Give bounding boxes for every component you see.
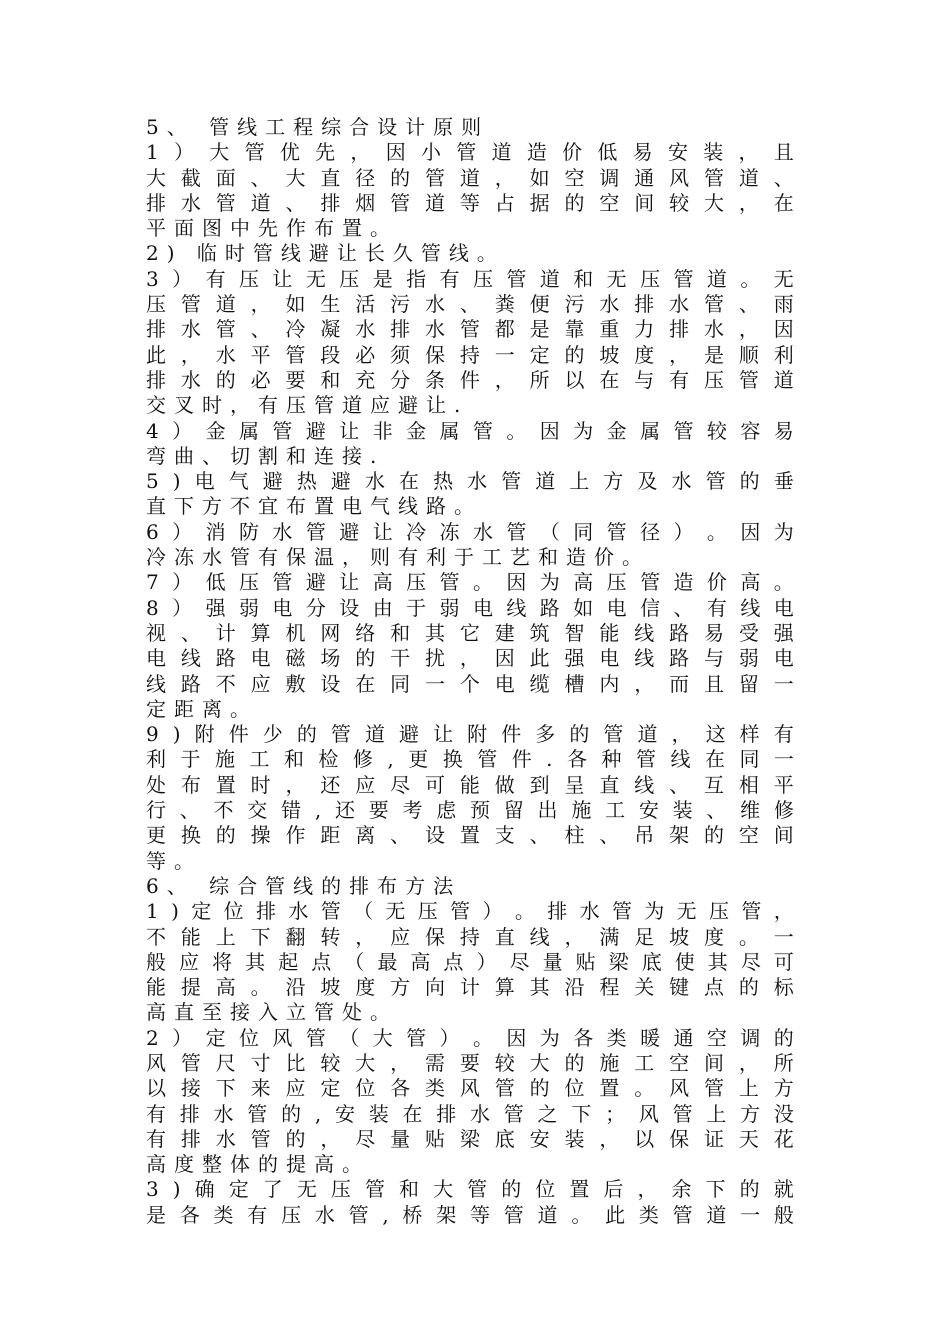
text-line: 排 水 管 道 、 排 烟 管 道 等 占 据 的 空 间 较 大 ， 在 xyxy=(146,190,794,215)
text-line: 直下方不宜布置电气线路。 xyxy=(146,494,482,519)
text-line: 风 管 尺 寸 比 较 大 ， 需 要 较 大 的 施 工 空 间 ， 所 xyxy=(146,1050,794,1075)
text-line: 大 截 面 、 大 直 径 的 管 道 ， 如 空 调 通 风 管 道 、 xyxy=(146,165,794,190)
text-line: 高直至接入立管处。 xyxy=(146,1000,398,1025)
text-line: 等。 xyxy=(146,848,202,873)
text-line: 行 、 不 交 错 , 还 要 考 虑 预 留 出 施 工 安 装 、 维 修 xyxy=(146,798,794,823)
text-line: 1 ) 定 位 排 水 管 （ 无 压 管 ） 。 排 水 管 为 无 压 管 ， xyxy=(146,899,794,924)
text-line: 冷冻水管有保温，则有利于工艺和造价。 xyxy=(146,545,650,570)
text-line: 高度整体的提高。 xyxy=(146,1152,370,1177)
text-line: 定距离。 xyxy=(146,696,258,721)
text-line: 9 ) 附 件 少 的 管 道 避 让 附 件 多 的 管 道 ， 这 样 有 xyxy=(146,722,794,747)
text-line: 是 各 类 有 压 水 管 , 桥 架 等 管 道 。 此 类 管 道 一 般 xyxy=(146,1202,794,1227)
text-line: 更 换 的 操 作 距 离 、 设 置 支 、 柱 、 吊 架 的 空 间 xyxy=(146,823,794,848)
text-line: 弯曲、切割和连接. xyxy=(146,443,385,468)
text-line: 2) 临时管线避让长久管线。 xyxy=(146,241,505,266)
text-line: 般 应 将 其 起 点 （ 最 高 点 ） 尽 量 贴 梁 底 使 其 尽 可 xyxy=(146,949,794,974)
text-line: 3 ) 确 定 了 无 压 管 和 大 管 的 位 置 后 ， 余 下 的 就 xyxy=(146,1177,794,1202)
text-line: 1 ） 大 管 优 先 ， 因 小 管 道 造 价 低 易 安 装 ， 且 xyxy=(146,140,794,165)
text-line: 排 水 管 、 冷 凝 水 排 水 管 都 是 靠 重 力 排 水 ， 因 xyxy=(146,317,794,342)
text-line: 6、 综合管线的排布方法 xyxy=(146,873,462,898)
text-line: 处 布 置 时 ， 还 应 尽 可 能 做 到 呈 直 线 、 互 相 平 xyxy=(146,772,794,797)
text-line: 7 ） 低 压 管 避 让 高 压 管 。 因 为 高 压 管 造 价 高 。 xyxy=(146,570,794,595)
text-line: 3 ） 有 压 让 无 压 是 指 有 压 管 道 和 无 压 管 道 。 无 xyxy=(146,266,794,291)
text-line: 此 ， 水 平 管 段 必 须 保 持 一 定 的 坡 度 ， 是 顺 利 xyxy=(146,342,794,367)
text-line: 不 能 上 下 翻 转 ， 应 保 持 直 线 ， 满 足 坡 度 。 一 xyxy=(146,924,794,949)
text-line: 以 接 下 来 应 定 位 各 类 风 管 的 位 置 。 风 管 上 方 xyxy=(146,1076,794,1101)
text-line: 压 管 道 ， 如 生 活 污 水 、 粪 便 污 水 排 水 管 、 雨 xyxy=(146,292,794,317)
text-line: 利 于 施 工 和 检 修 , 更 换 管 件 . 各 种 管 线 在 同 一 xyxy=(146,747,794,772)
text-line: 线 路 不 应 敷 设 在 同 一 个 电 缆 槽 内 ， 而 且 留 一 xyxy=(146,671,794,696)
text-line: 5、 管线工程综合设计原则 xyxy=(146,115,490,139)
text-line: 8 ） 强 弱 电 分 设 由 于 弱 电 线 路 如 电 信 、 有 线 电 xyxy=(146,595,794,620)
text-line: 能 提 高 。 沿 坡 度 方 向 计 算 其 沿 程 关 键 点 的 标 xyxy=(146,975,794,1000)
text-line: 交叉时，有压管道应避让. xyxy=(146,393,469,418)
text-line: 平面图中先作布置。 xyxy=(146,216,398,241)
text-line: 视 、 计 算 机 网 络 和 其 它 建 筑 智 能 线 路 易 受 强 xyxy=(146,620,794,645)
text-line: 电 线 路 电 磁 场 的 干 扰 ， 因 此 强 电 线 路 与 弱 电 xyxy=(146,646,794,671)
text-line: 排 水 的 必 要 和 充 分 条 件 ， 所 以 在 与 有 压 管 道 xyxy=(146,367,794,392)
text-line: 有 排 水 管 的 ， 尽 量 贴 梁 底 安 装 ， 以 保 证 天 花 xyxy=(146,1126,794,1151)
text-line: 5 ) 电 气 避 热 避 水 在 热 水 管 道 上 方 及 水 管 的 垂 xyxy=(146,469,794,494)
text-line: 2 ） 定 位 风 管 （ 大 管 ） 。 因 为 各 类 暖 通 空 调 的 xyxy=(146,1025,794,1050)
text-line: 4 ） 金 属 管 避 让 非 金 属 管 。 因 为 金 属 管 较 容 易 xyxy=(146,418,794,443)
text-line: 6 ） 消 防 水 管 避 让 冷 冻 水 管 （ 同 管 径 ） 。 因 为 xyxy=(146,519,794,544)
document-page xyxy=(146,115,794,1228)
text-line: 有 排 水 管 的 , 安 装 在 排 水 管 之 下 ； 风 管 上 方 没 xyxy=(146,1101,794,1126)
